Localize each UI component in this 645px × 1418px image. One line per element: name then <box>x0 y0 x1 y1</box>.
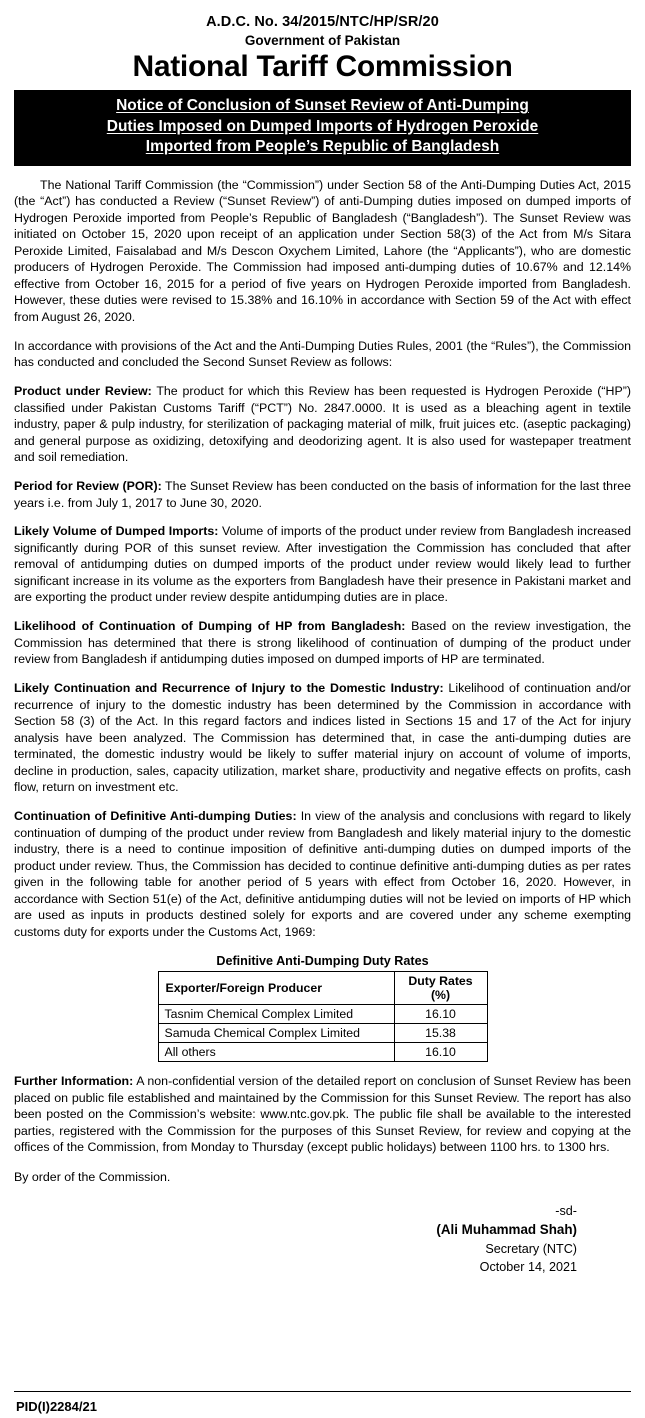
notice-line-1: Notice of Conclusion of Sunset Review of Anti-Dumping <box>116 97 529 114</box>
section-body: Volume of imports of the product under review from Bangladesh increased significantly during POR of this sunset review. After investigation the Commission has concluded that after removal of antidumping duties on dumped imports of the product under review would likely lead to further significant increase in its volume as the exporters from Bangladesh have their presence in Pakistani market and are exporting the product under review despite antidumping duties are in place. <box>14 524 631 605</box>
pid-number: PID(I)2284/21 <box>16 1399 97 1414</box>
notice-line-3: Imported from People’s Republic of Bangladesh <box>145 138 500 156</box>
section-injury-domestic-industry <box>14 680 631 796</box>
section-further-information <box>14 1073 631 1156</box>
table-header-row <box>158 972 487 1005</box>
table-row <box>158 1043 487 1062</box>
notice-banner <box>14 90 631 166</box>
duty-rates-table-wrap <box>14 954 631 1062</box>
section-body: Based on the review investigation, the Commission has determined that there is strong likelihood of continuation of dumping of the product under review from Bangladesh if antidumping duties imposed on dumped imports of HP are terminated. <box>14 619 631 667</box>
section-likelihood-dumping <box>14 618 631 668</box>
section-body: A non-confidential version of the detailed report on conclusion of Sunset Review has been placed on public file established and maintained by the Commission for this Sunset Review. The report has also been posted on the Commission’s website: www.ntc.gov.pk. The public file shall be available to the interested parties, registered with the Commission for the purposes of this Sunset Review, for review and copying at the offices of the Commission, from Monday to Thursday (except public holidays) between 1100 hrs. to 1300 hrs. <box>14 1074 631 1155</box>
section-continuation-duties <box>14 808 631 940</box>
section-likely-volume <box>14 523 631 606</box>
section-body: The product for which this Review has been requested is Hydrogen Peroxide (“HP”) classified under Pakistan Customs Tariff (“PCT”) No. 2847.0000. It is used as a bleaching agent in textile industry, paper & pulp industry, for sterilization of packaging material of milk, fruit juices etc. (aseptic packaging) and general purpose as oxidizing, detoxifying and deodorizing agent. It is also used for wastepaper treatment and soil remediation. <box>14 384 631 465</box>
section-heading: Likely Volume of Dumped Imports: <box>14 524 219 539</box>
section-heading: Continuation of Definitive Anti-dumping Duties: <box>14 809 297 824</box>
table-row <box>158 1024 487 1043</box>
table-cell-exporter: All others <box>158 1043 394 1062</box>
table-header-exporter: Exporter/Foreign Producer <box>158 972 394 1005</box>
signatory-name: (Ali Muhammad Shah) <box>436 1222 577 1238</box>
section-heading: Period for Review (POR): <box>14 479 162 493</box>
section-product-under-review <box>14 383 631 466</box>
section-heading: Likelihood of Continuation of Dumping of HP from Bangladesh: <box>14 619 406 634</box>
notice-line-2: Duties Imposed on Dumped Imports of Hydrogen Peroxide <box>106 117 539 135</box>
table-header-duty-rates <box>394 972 487 1005</box>
table-cell-exporter: Tasnim Chemical Complex Limited <box>158 1005 394 1024</box>
section-body: Likelihood of continuation and/or recurrence of injury to the domestic industry has been determined by the Commission in accordance with Section 58 (3) of the Act. In this regard factors and indices listed in Sections 15 and 17 of the Act for injury analysis have been analyzed. The Commission has determined that, in case the anti-dumping duties are terminated, the domestic industry would be likely to suffer material injury on account of volume of imports, decline in production, sales, capacity utilization, market share, productivity and negative effects on profits, cash flow, return on investment etc. <box>14 681 631 795</box>
section-heading: Likely Continuation and Recurrence of Injury to the Domestic Industry: <box>14 681 444 696</box>
signature-sd: -sd- <box>555 1203 577 1218</box>
table-cell-rate: 16.10 <box>394 1005 487 1024</box>
section-period-for-review <box>14 478 631 511</box>
duty-rates-label: Duty Rates <box>408 974 473 989</box>
signature-block <box>14 1202 631 1276</box>
section-body: In view of the analysis and conclusions with regard to likely continuation of dumping of the product under review from Bangladesh and likely material injury to the domestic industry, there is a need to continue imposition of definitive anti-dumping duties on dumped imports of the product under review. Thus, the Commission has decided to continue definitive anti-dumping duties as per rates given in the following table for another period of 5 years with effect from October 16, 2020. However, in accordance with Section 51(e) of the Act, definitive antidumping duties will not be levied on imports of HP which are used as inputs in products destined solely for exports and are covered under any scheme exempting customs duty for exports under the Customs Act, 1969: <box>14 809 631 939</box>
signature-date: October 14, 2021 <box>479 1259 577 1274</box>
section-heading: Product under Review: <box>14 384 152 399</box>
table-cell-exporter: Samuda Chemical Complex Limited <box>158 1024 394 1043</box>
table-row <box>158 1005 487 1024</box>
section-heading: Further Information: <box>14 1074 134 1089</box>
organization-title: National Tariff Commission <box>132 50 513 83</box>
duty-rates-table <box>158 971 488 1062</box>
footer-divider <box>14 1391 631 1392</box>
table-cell-rate: 16.10 <box>394 1043 487 1062</box>
table-cell-rate: 15.38 <box>394 1024 487 1043</box>
paragraph-accordance: In accordance with provisions of the Act and the Anti-Dumping Duties Rules, 2001 (the “Rules”), the Commission has conducted and concluded the Second Sunset Review as follows: <box>14 338 631 370</box>
by-order-line: By order of the Commission. <box>14 1169 171 1184</box>
adc-number: A.D.C. No. 34/2015/NTC/HP/SR/20 <box>206 14 439 30</box>
section-body: The Sunset Review has been conducted on the basis of information for the last three years i.e. from July 1, 2017 to June 30, 2020. <box>14 479 631 510</box>
government-line: Government of Pakistan <box>244 33 401 48</box>
duty-rates-unit: (%) <box>430 988 451 1003</box>
duty-rates-table-title: Definitive Anti-Dumping Duty Rates <box>216 954 429 969</box>
signatory-designation: Secretary (NTC) <box>485 1241 577 1256</box>
paragraph-intro: The National Tariff Commission (the “Commission”) under Section 58 of the Anti-Dumping Duties Act, 2015 (the “Act”) has conducted a Review (“Sunset Review”) of anti-Dumping duties imposed on dumped imports of Hydrogen Peroxide imported from People’s Republic of Bangladesh (“Bangladesh”). The Sunset Review was initiated on October 15, 2020 upon receipt of an application under Section 58(3) of the Act from M/s Sitara Peroxide Limited, Faisalabad and M/s Descon Oxychem Limited, Lahore (the “Applicants”), who are domestic producers of Hydrogen Peroxide. The Commission had imposed anti-dumping duties of 10.67% and 12.14% effective from October 16, 2015 for a period of five years on Hydrogen Peroxide imported from Bangladesh. However, these duties were revised to 15.38% and 16.10% in accordance with Section 59 of the Act with effect from August 26, 2020. <box>14 177 631 324</box>
